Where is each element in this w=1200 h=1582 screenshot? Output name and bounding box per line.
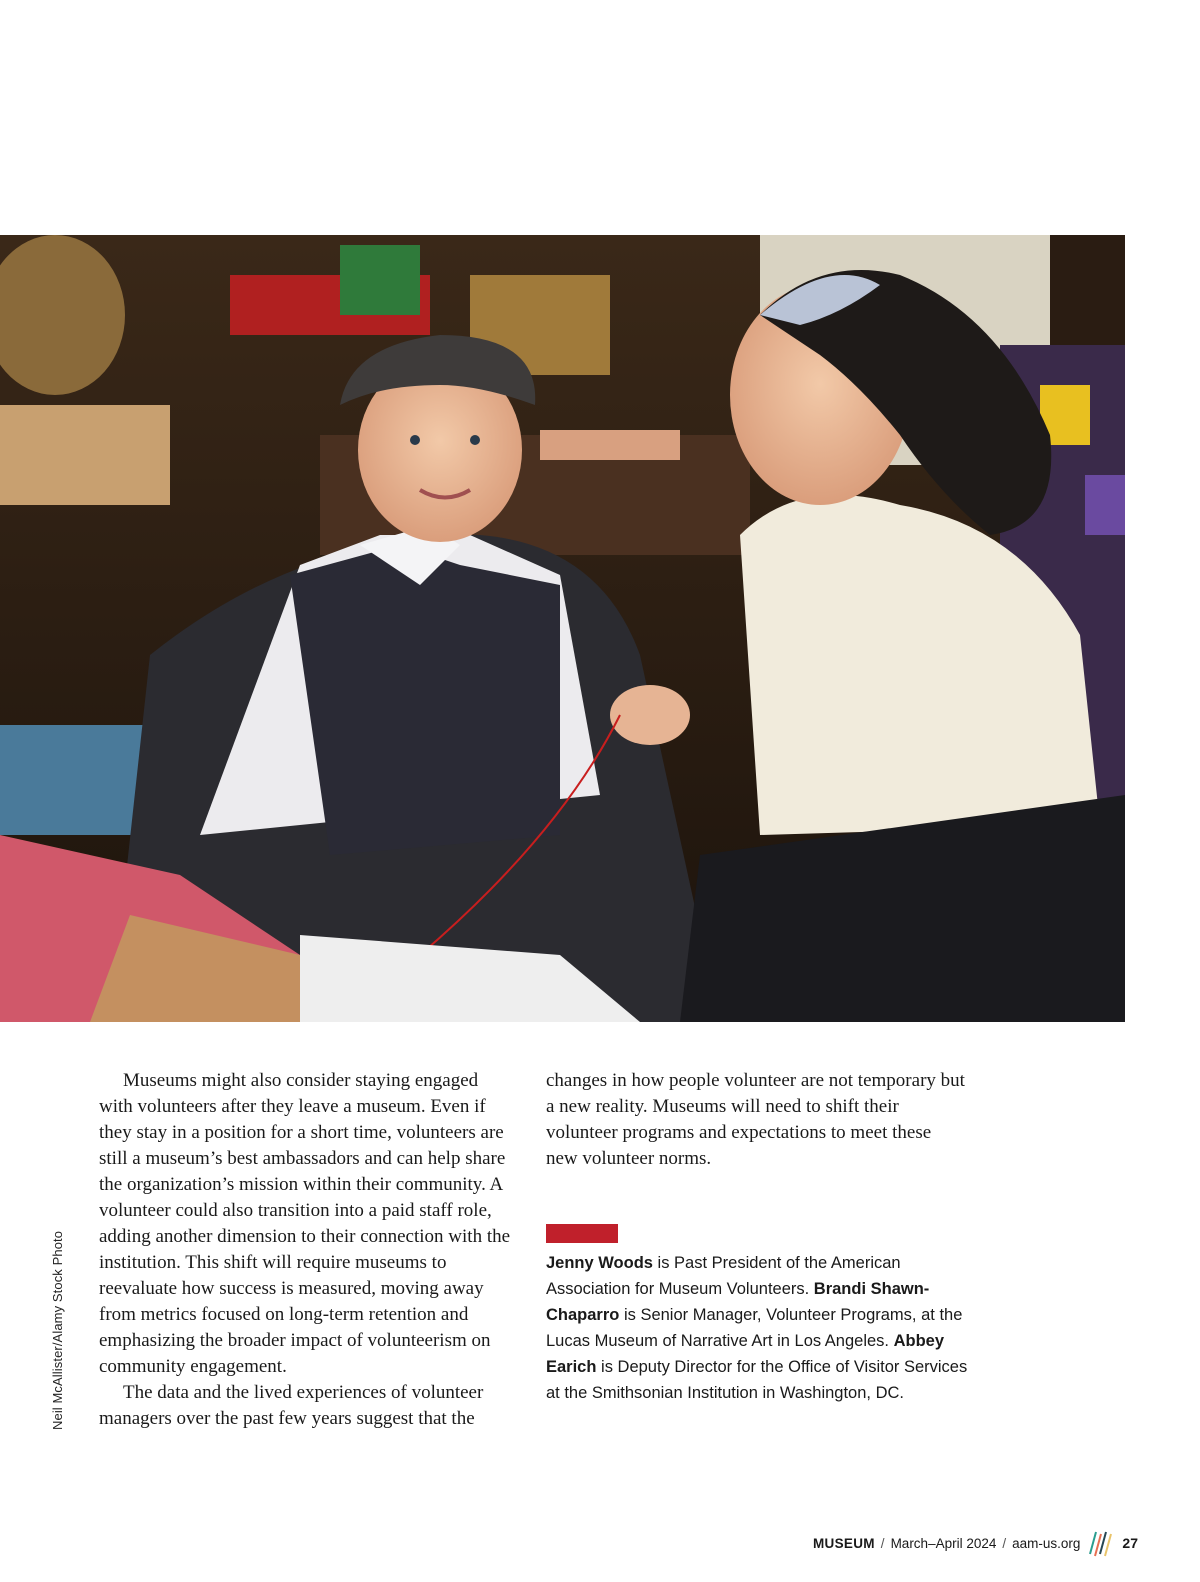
page-number: 27 [1122,1535,1138,1551]
issue-date: March–April 2024 [890,1535,997,1551]
author-name: Jenny Woods [546,1254,653,1272]
footer-separator: / [1002,1535,1007,1551]
magazine-name: MUSEUM [812,1535,875,1551]
article-paragraph: changes in how people volunteer are not temporary but a new reality. Museums will need to shift their volunteer programs and expectations to meet these new volunteer norms. [546,1070,965,1169]
bio-divider-bar [546,1224,618,1243]
author-bio [546,1250,976,1406]
author-bio-text: is Past President of the American Association for Museum Volunteers. [546,1254,901,1298]
author-bio-text: is Deputy Director for the Office of Visitor Services at the Smithsonian Institution in Washington, DC. [546,1358,968,1402]
article-paragraph: The data and the lived experiences of volunteer managers over the past few years suggest that the [99,1382,484,1429]
footer-separator: / [880,1535,885,1551]
author-name: Brandi Shawn-Chaparro [546,1280,930,1324]
author-bio-text: is Senior Manager, Volunteer Programs, at the Lucas Museum of Narrative Art in Los Angeles. [546,1306,963,1350]
aam-logo-icon [1086,1528,1112,1558]
author-name: Abbey Earich [546,1332,945,1376]
article-column-right [546,1068,966,1172]
page-footer [813,1528,1138,1558]
article-column-left [99,1068,515,1432]
feature-photo [0,235,1125,1022]
photo-illustration [0,235,1125,1022]
article-paragraph: Museums might also consider staying engaged with volunteers after they leave a museum. Even if they stay in a position for a short time, volunteers are still a museum’s best ambassadors and can help share the organization’s mission within their community. A volunteer could also transition into a paid staff role, adding another dimension to their connection with the institution. This shift will require museums to reevaluate how success is measured, moving away from metrics focused on long-term retention and emphasizing the broader impact of volunteerism on community engagement. [99,1070,511,1377]
website-link[interactable]: aam-us.org [1012,1535,1081,1551]
photo-credit: Neil McAllister/Alamy Stock Photo [50,1230,65,1430]
